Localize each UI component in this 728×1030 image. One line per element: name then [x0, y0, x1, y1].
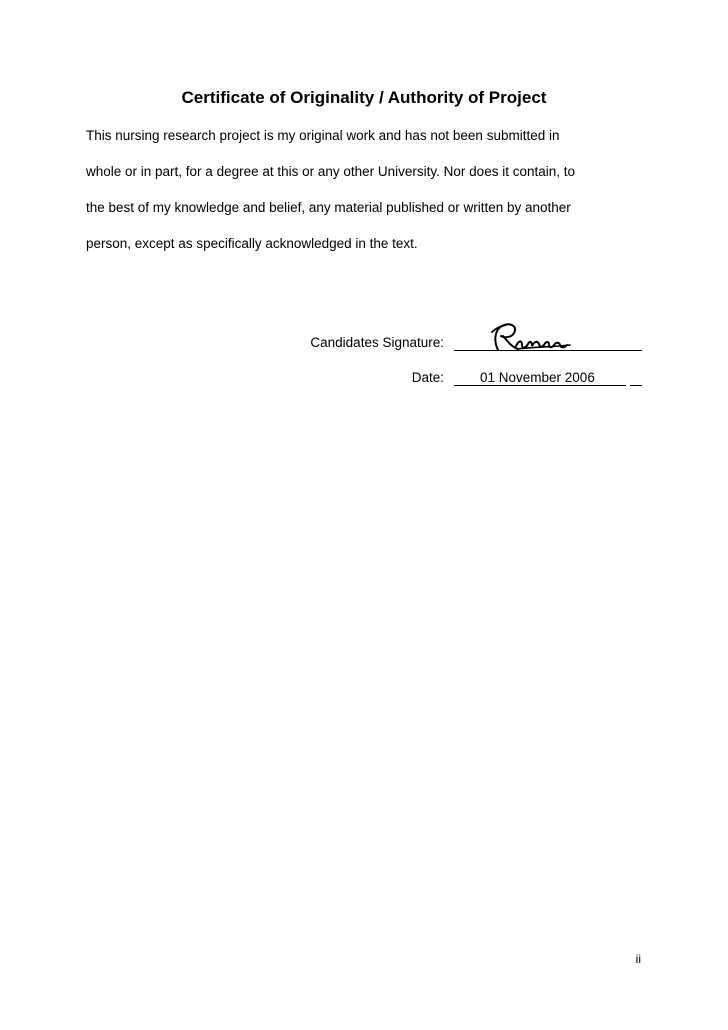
date-label: Date: — [411, 370, 444, 385]
date-underline — [454, 385, 626, 386]
signature-label: Candidates Signature: — [310, 335, 444, 350]
certificate-statement — [86, 126, 666, 270]
date-value: 01 November 2006 — [480, 370, 595, 385]
date-underline-tail — [630, 385, 642, 386]
signature-row — [0, 330, 728, 358]
statement-line: person, except as specifically acknowledged in the text. — [86, 236, 418, 251]
page-title: Certificate of Originality / Authority of Project — [181, 88, 547, 107]
date-row — [0, 368, 728, 392]
handwritten-signature — [484, 320, 574, 358]
statement-line: whole or in part, for a degree at this or any other University. Nor does it contain, to — [86, 164, 575, 179]
statement-line: This nursing research project is my original work and has not been submitted in — [86, 128, 560, 143]
statement-line: the best of my knowledge and belief, any material published or written by another — [86, 200, 571, 215]
page-number: ii — [635, 952, 641, 966]
date-field — [454, 370, 642, 388]
